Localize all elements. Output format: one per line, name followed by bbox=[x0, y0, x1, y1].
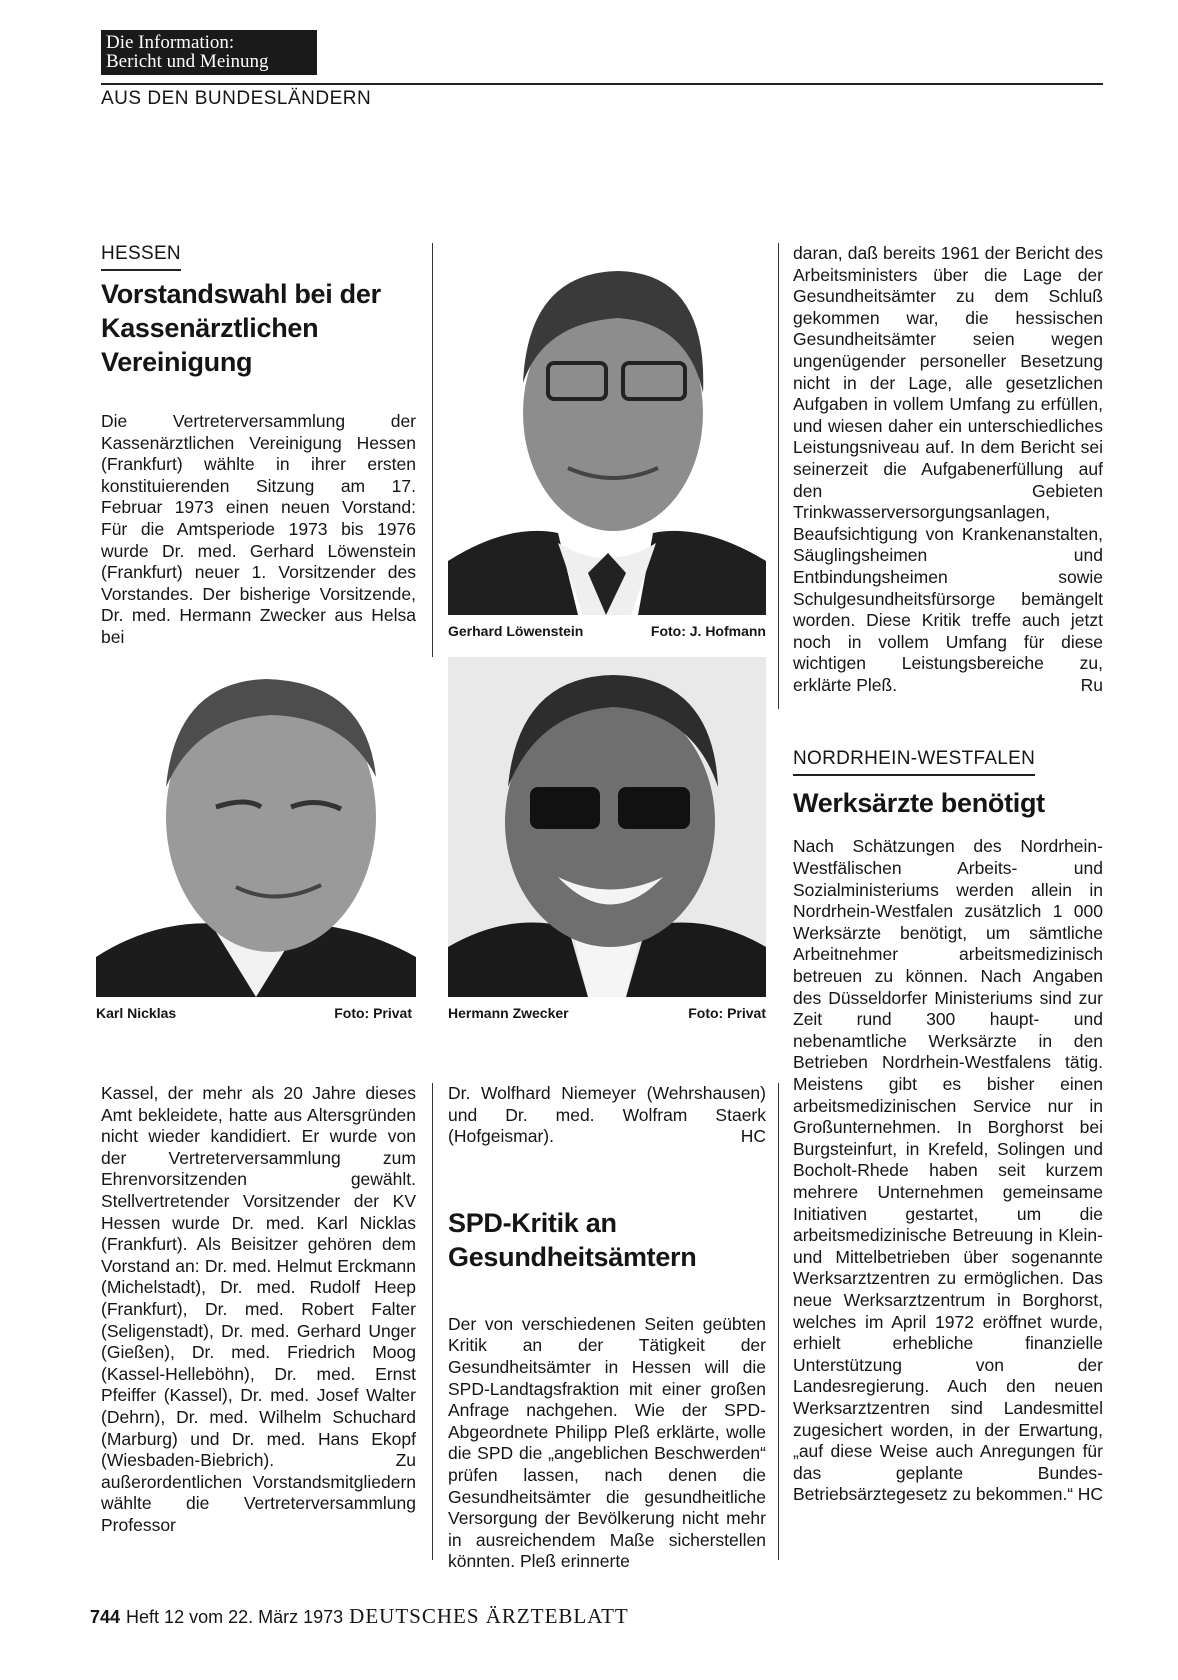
journal-masthead: DEUTSCHES ÄRZTEBLATT bbox=[349, 1604, 629, 1628]
rubric-box bbox=[101, 30, 317, 75]
article-spd-text-1 bbox=[448, 1314, 766, 1573]
column-rule bbox=[432, 1083, 433, 1560]
author-signature: Ru bbox=[1080, 674, 1103, 695]
photo-caption-zwecker bbox=[448, 1005, 766, 1021]
body-paragraph: Nach Schätzungen des Nordrhein-Westfälischen Arbeits- und Sozialministeriums werden allein in Nordrhein-Westfalen zusätzlich 1 000 Werksärzte benötigt, um sämtliche Arbeitnehmer arbeitsmedizinisch betreuen zu können. Nach Angaben des Düsseldorfer Ministeriums sind zur Zeit rund 300 haupt- und nebenamtliche Werksärzte in den Betrieben Nordrhein-Westfalens tätig. Meistens gibt es bisher einen arbeitsmedizinischen Service nur in Großunternehmen. In Borghorst bei Burgsteinfurt, in Krefeld, Solingen und Bocholt-Rhede haben seit kurzem mehrere Unternehmen gemeinsame Initiativen gestartet, um die arbeitsmedizinische Betreuung in Klein- und Mittelbetrieben über sogenannte Werksarztzentren zu ermöglichen. Das neue Werksarztzentrum in Borghorst, welches im April 1972 eröffnet wurde, erhielt erhebliche finanzielle Unterstützung von der Landesregierung. Auch den neuen Werksarztzentren sind Landesmittel zugesichert worden, in der Erwartung, „auf diese Weise auch Anregungen für das geplante Bundes-Betriebsärztegesetz zu bekommen.“ bbox=[793, 836, 1103, 1505]
article-nrw bbox=[793, 748, 1103, 1505]
caption-name: Karl Nicklas bbox=[96, 1005, 177, 1021]
portrait-photo-zwecker bbox=[448, 657, 766, 997]
photo-nicklas-block bbox=[96, 657, 416, 1021]
caption-name: Gerhard Löwenstein bbox=[448, 623, 584, 639]
caption-credit: Foto: Privat bbox=[688, 1005, 766, 1021]
photo-caption-loewenstein bbox=[448, 623, 766, 639]
rubric-line-1: Die Information: bbox=[106, 32, 235, 53]
article-hessen-text-2 bbox=[101, 1083, 416, 1536]
region-label-hessen: HESSEN bbox=[101, 243, 181, 271]
portrait-photo-loewenstein bbox=[448, 243, 766, 615]
body-paragraph: Der von verschiedenen Seiten geübten Kritik an der Tätigkeit der Gesundheitsämter in Hessen will die SPD-Landtagsfraktion mit einer großen Anfrage nachgehen. Wie der SPD-Abgeordnete Philipp Pleß erklärte, wolle die SPD die „angeblichen Beschwerden“ prüfen lassen, nach denen die Gesundheitsämter die gesundheitliche Versorgung der Bevölkerung nicht mehr in ausreichendem Maße sicherstellen könnten. Pleß erinnerte bbox=[448, 1313, 766, 1572]
body-paragraph: daran, daß bereits 1961 der Bericht des Arbeitsministers über die Lage der Gesundheitsämter zu dem Schluß gekommen war, die hessischen Gesundheitsämter seien wegen ungenügender personeller Besetzung nicht in der Lage, alle gesetzlichen Aufgaben in vollem Umfang zu erfüllen, und wiesen daher ein unterschiedliches Leistungsniveau auf. In dem Bericht sei seinerzeit die Aufgabenerfüllung auf den Gebieten Trinkwasserversorgungsanlagen, Beaufsichtigung von Krankenanstalten, Säuglingsheimen und Entbindungsheimen sowie Schulgesundheitsfürsorge bemängelt worden. Diese Kritik treffe auch jetzt noch in vollem Umfang für diese wichtigen Leistungsbereiche zu, erklärte Pleß. bbox=[793, 243, 1103, 695]
page-footer bbox=[90, 1604, 629, 1629]
rubric-line-2: Bericht und Meinung bbox=[106, 51, 269, 72]
header-rule bbox=[101, 83, 1103, 85]
photo-loewenstein-block bbox=[448, 243, 766, 639]
body-paragraph: Kassel, der mehr als 20 Jahre dieses Amt bekleidete, hatte aus Altersgründen nicht wieder kandidiert. Er wurde von der Vertreterversammlung zum Ehrenvorsitzenden gewählt. Stellvertretender Vorsitzender der KV Hessen wurde Dr. med. Karl Nicklas (Frankfurt). Als Beisitzer gehören dem Vorstand an: Dr. med. Helmut Erckmann (Michelstadt), Dr. med. Rudolf Heep (Frankfurt), Dr. med. Robert Falter (Seligenstadt), Dr. med. Gerhard Unger (Gießen), Dr. med. Friedrich Moog (Kassel-Helleböhn), Dr. med. Ernst Pfeiffer (Kassel), Dr. med. Josef Walter (Dehrn), Dr. med. Wilhelm Schuchard (Marburg) und Dr. med. Hans Ekopf (Wiesbaden-Biebrich). Zu außerordentlichen Vorstandsmitgliedern wählte die Vertreterversammlung Professor bbox=[101, 1083, 416, 1535]
caption-credit: Foto: Privat bbox=[334, 1005, 412, 1021]
article-hessen bbox=[101, 243, 416, 649]
body-paragraph: Dr. Wolfhard Niemeyer (Wehrshausen) und Dr. med. Wolfram Staerk (Hofgeismar). bbox=[448, 1083, 766, 1147]
column-rule bbox=[432, 243, 433, 657]
headline-spd-kritik: SPD-Kritik an Gesundheitsämtern bbox=[448, 1207, 697, 1272]
photo-zwecker-block bbox=[448, 657, 766, 1021]
region-label-nrw: NORDRHEIN-WESTFALEN bbox=[793, 748, 1035, 776]
section-title: AUS DEN BUNDESLÄNDERN bbox=[101, 88, 372, 109]
headline-vorstandswahl: Vorstandswahl bei der Kassenärztlichen Vereinigung bbox=[101, 279, 381, 377]
article-hessen-text-3 bbox=[448, 1083, 766, 1148]
caption-credit: Foto: J. Hofmann bbox=[650, 623, 766, 639]
article-hessen-text-1 bbox=[101, 411, 416, 649]
headline-werksaerzte: Werksärzte benötigt bbox=[793, 788, 1045, 819]
column-rule bbox=[778, 1083, 779, 1560]
article-spd-text-2 bbox=[793, 243, 1103, 696]
body-paragraph: Die Vertreterversammlung der Kassenärztlichen Vereinigung Hessen (Frankfurt) wählte in ihrer ersten konstituierenden Sitzung am 17. Februar 1973 einen neuen Vorstand: Für die Amtsperiode 1973 bis 1976 wurde Dr. med. Gerhard Löwenstein (Frankfurt) neuer 1. Vorsitzender des Vorstandes. Der bisherige Vorsitzende, Dr. med. Hermann Zwecker aus Helsa bei bbox=[101, 411, 416, 647]
page-number: 744 bbox=[90, 1607, 121, 1627]
article-nrw-text bbox=[793, 836, 1103, 1505]
portrait-photo-nicklas bbox=[96, 657, 416, 997]
column-rule bbox=[778, 243, 779, 709]
author-signature: HC bbox=[740, 1126, 766, 1147]
photo-caption-nicklas bbox=[96, 1005, 412, 1021]
issue-date: Heft 12 vom 22. März 1973 bbox=[126, 1607, 344, 1627]
column-2-lower bbox=[448, 1083, 766, 1573]
caption-name: Hermann Zwecker bbox=[448, 1005, 569, 1021]
column-3 bbox=[793, 243, 1103, 1506]
author-signature: HC bbox=[1077, 1484, 1103, 1505]
